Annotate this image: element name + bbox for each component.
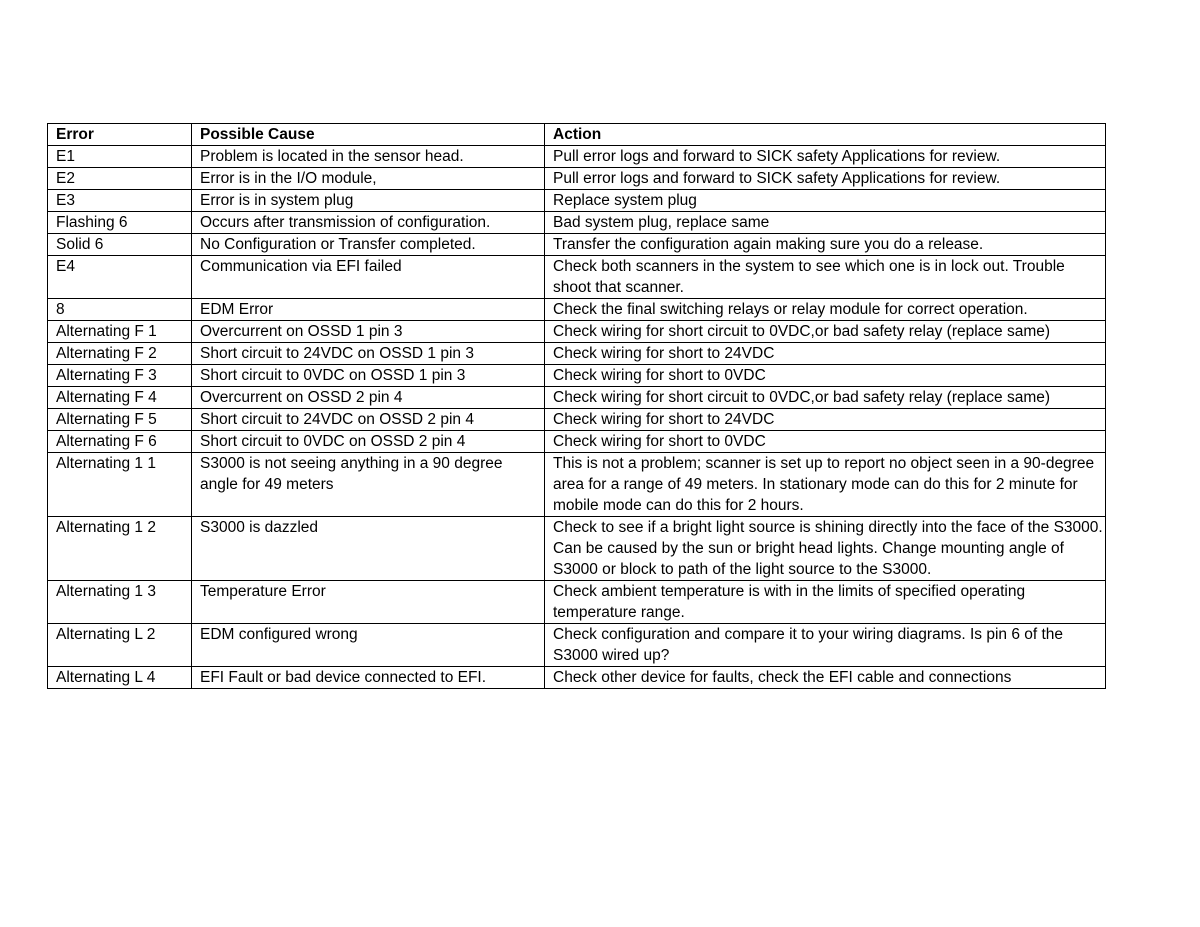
action-cell: Check wiring for short to 0VDC (545, 431, 1106, 453)
possible-cause-cell: Error is in system plug (192, 190, 545, 212)
table-row (48, 365, 1106, 387)
possible-cause-cell: Short circuit to 24VDC on OSSD 1 pin 3 (192, 343, 545, 365)
error-code-cell: Alternating F 6 (48, 431, 192, 453)
error-code-cell: Alternating 1 3 (48, 581, 192, 624)
action-cell: Check wiring for short circuit to 0VDC,or bad safety relay (replace same) (545, 387, 1106, 409)
table-header-row (48, 124, 1106, 146)
table-row (48, 431, 1106, 453)
table-row (48, 581, 1106, 624)
error-code-cell: Alternating L 4 (48, 667, 192, 689)
error-code-cell: Alternating F 3 (48, 365, 192, 387)
error-code-cell: Flashing 6 (48, 212, 192, 234)
possible-cause-cell: No Configuration or Transfer completed. (192, 234, 545, 256)
action-cell: This is not a problem; scanner is set up to report no object seen in a 90-degree area for a range of 49 meters. In stationary mode can do this for 2 minute for mobile mode can do this for 2 hours. (545, 453, 1106, 517)
possible-cause-cell: Error is in the I/O module, (192, 168, 545, 190)
action-cell: Check other device for faults, check the EFI cable and connections (545, 667, 1106, 689)
action-cell: Check wiring for short circuit to 0VDC,or bad safety relay (replace same) (545, 321, 1106, 343)
error-code-cell: Alternating F 2 (48, 343, 192, 365)
action-cell: Replace system plug (545, 190, 1106, 212)
possible-cause-cell: Communication via EFI failed (192, 256, 545, 299)
error-code-cell: Alternating 1 2 (48, 517, 192, 581)
action-cell: Check to see if a bright light source is shining directly into the face of the S3000. Can be caused by the sun or bright head lights. Change mounting angle of S3000 or block to path of the light source to the S3000. (545, 517, 1106, 581)
possible-cause-cell: EDM Error (192, 299, 545, 321)
header-error: Error (48, 124, 192, 146)
possible-cause-cell: Short circuit to 24VDC on OSSD 2 pin 4 (192, 409, 545, 431)
table-row (48, 517, 1106, 581)
header-action: Action (545, 124, 1106, 146)
table-body (48, 146, 1106, 689)
table-row (48, 667, 1106, 689)
table-row (48, 212, 1106, 234)
table-row (48, 409, 1106, 431)
action-cell: Check ambient temperature is with in the limits of specified operating temperature range. (545, 581, 1106, 624)
error-code-cell: 8 (48, 299, 192, 321)
action-cell: Check configuration and compare it to your wiring diagrams. Is pin 6 of the S3000 wired up? (545, 624, 1106, 667)
table-row (48, 299, 1106, 321)
error-code-cell: Alternating F 1 (48, 321, 192, 343)
possible-cause-cell: Temperature Error (192, 581, 545, 624)
action-cell: Pull error logs and forward to SICK safety Applications for review. (545, 146, 1106, 168)
action-cell: Check both scanners in the system to see which one is in lock out. Trouble shoot that scanner. (545, 256, 1106, 299)
possible-cause-cell: Overcurrent on OSSD 1 pin 3 (192, 321, 545, 343)
possible-cause-cell: EFI Fault or bad device connected to EFI. (192, 667, 545, 689)
possible-cause-cell: S3000 is dazzled (192, 517, 545, 581)
possible-cause-cell: S3000 is not seeing anything in a 90 degree angle for 49 meters (192, 453, 545, 517)
action-cell: Check wiring for short to 0VDC (545, 365, 1106, 387)
action-cell: Check wiring for short to 24VDC (545, 409, 1106, 431)
action-cell: Check the final switching relays or relay module for correct operation. (545, 299, 1106, 321)
possible-cause-cell: Occurs after transmission of configuration. (192, 212, 545, 234)
action-cell: Pull error logs and forward to SICK safety Applications for review. (545, 168, 1106, 190)
table-row (48, 234, 1106, 256)
error-code-cell: E4 (48, 256, 192, 299)
error-code-table (47, 123, 1106, 689)
error-code-cell: E2 (48, 168, 192, 190)
error-code-cell: Alternating 1 1 (48, 453, 192, 517)
possible-cause-cell: Short circuit to 0VDC on OSSD 2 pin 4 (192, 431, 545, 453)
possible-cause-cell: EDM configured wrong (192, 624, 545, 667)
action-cell: Transfer the configuration again making sure you do a release. (545, 234, 1106, 256)
possible-cause-cell: Overcurrent on OSSD 2 pin 4 (192, 387, 545, 409)
table-row (48, 146, 1106, 168)
table-row (48, 387, 1106, 409)
table-row (48, 343, 1106, 365)
table-row (48, 624, 1106, 667)
table-row (48, 453, 1106, 517)
action-cell: Bad system plug, replace same (545, 212, 1106, 234)
possible-cause-cell: Short circuit to 0VDC on OSSD 1 pin 3 (192, 365, 545, 387)
error-code-cell: E1 (48, 146, 192, 168)
table-row (48, 190, 1106, 212)
error-code-cell: E3 (48, 190, 192, 212)
action-cell: Check wiring for short to 24VDC (545, 343, 1106, 365)
table-row (48, 321, 1106, 343)
header-possible-cause: Possible Cause (192, 124, 545, 146)
table-row (48, 256, 1106, 299)
error-code-cell: Alternating F 4 (48, 387, 192, 409)
table-row (48, 168, 1106, 190)
possible-cause-cell: Problem is located in the sensor head. (192, 146, 545, 168)
error-code-cell: Solid 6 (48, 234, 192, 256)
error-code-cell: Alternating L 2 (48, 624, 192, 667)
error-code-cell: Alternating F 5 (48, 409, 192, 431)
